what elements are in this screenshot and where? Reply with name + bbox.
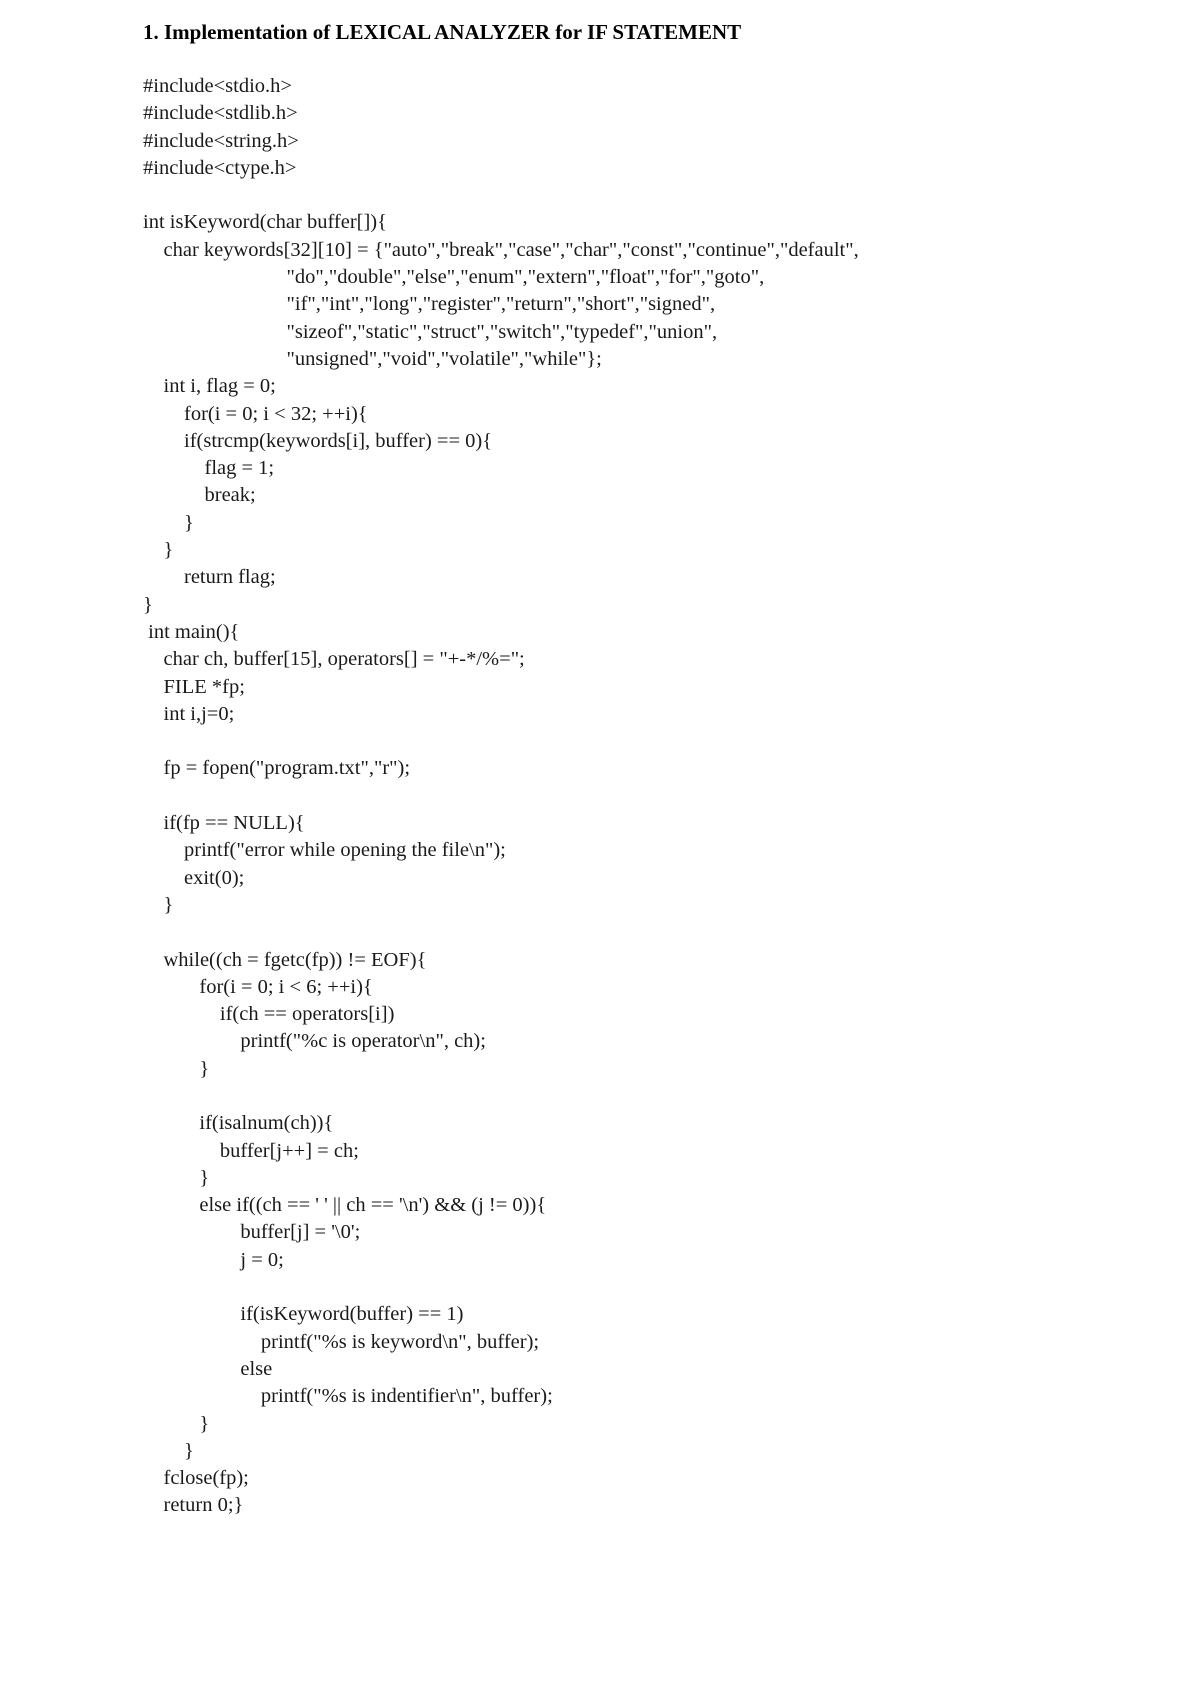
code-line: if(isKeyword(buffer) == 1) bbox=[143, 1303, 464, 1326]
code-block bbox=[143, 73, 859, 1520]
code-line: } bbox=[143, 1166, 210, 1189]
code-line: int main(){ bbox=[143, 620, 240, 643]
code-line: printf("error while opening the file\n"); bbox=[143, 839, 506, 862]
code-line bbox=[143, 1083, 859, 1110]
code-line: for(i = 0; i < 6; ++i){ bbox=[143, 975, 373, 998]
code-line: j = 0; bbox=[143, 1248, 284, 1271]
code-line bbox=[143, 182, 859, 209]
code-line: } bbox=[143, 1412, 210, 1435]
code-line: "sizeof","static","struct","switch","typedef","union", bbox=[143, 320, 718, 343]
code-line: #include<ctype.h> bbox=[143, 156, 297, 179]
code-line: int isKeyword(char buffer[]){ bbox=[143, 211, 387, 234]
code-line: buffer[j++] = ch; bbox=[143, 1139, 359, 1162]
code-line bbox=[143, 728, 859, 755]
code-line: #include<stdio.h> bbox=[143, 75, 292, 97]
code-line: #include<string.h> bbox=[143, 129, 299, 152]
code-line bbox=[143, 783, 859, 810]
code-line: "if","int","long","register","return","short","signed", bbox=[143, 293, 716, 316]
code-line: "unsigned","void","volatile","while"}; bbox=[143, 347, 602, 370]
code-line: if(fp == NULL){ bbox=[143, 812, 305, 835]
code-line: return 0;} bbox=[143, 1494, 244, 1517]
code-line: printf("%s is indentifier\n", buffer); bbox=[143, 1385, 553, 1408]
code-line: } bbox=[143, 1057, 210, 1080]
code-line: if(isalnum(ch)){ bbox=[143, 1112, 334, 1135]
code-line: buffer[j] = '\0'; bbox=[143, 1221, 361, 1244]
code-line: } bbox=[143, 1439, 194, 1462]
code-line: } bbox=[143, 511, 194, 534]
code-line: exit(0); bbox=[143, 866, 245, 889]
code-line: printf("%s is keyword\n", buffer); bbox=[143, 1330, 540, 1353]
code-line bbox=[143, 919, 859, 946]
code-line: } bbox=[143, 893, 174, 916]
code-line: #include<stdlib.h> bbox=[143, 102, 298, 125]
code-line: char ch, buffer[15], operators[] = "+-*/%="; bbox=[143, 648, 525, 671]
code-line: else if((ch == ' ' || ch == '\n') && (j != 0)){ bbox=[143, 1194, 547, 1217]
code-line: int i,j=0; bbox=[143, 702, 235, 725]
code-line: flag = 1; bbox=[143, 457, 275, 480]
code-line: FILE *fp; bbox=[143, 675, 245, 698]
code-line: } bbox=[143, 539, 174, 562]
code-line: for(i = 0; i < 32; ++i){ bbox=[143, 402, 368, 425]
code-line: } bbox=[143, 593, 153, 616]
code-line: fp = fopen("program.txt","r"); bbox=[143, 757, 411, 780]
code-line: return flag; bbox=[143, 566, 276, 589]
code-line: if(ch == operators[i]) bbox=[143, 1003, 395, 1026]
code-line: break; bbox=[143, 484, 256, 507]
code-line: "do","double","else","enum","extern","float","for","goto", bbox=[143, 266, 765, 289]
code-line: fclose(fp); bbox=[143, 1467, 249, 1490]
code-line: char keywords[32][10] = {"auto","break","case","char","const","continue","default", bbox=[143, 238, 859, 261]
code-line bbox=[143, 1274, 859, 1301]
document-title: 1. Implementation of LEXICAL ANALYZER for IF STATEMENT bbox=[143, 20, 742, 44]
code-line: if(strcmp(keywords[i], buffer) == 0){ bbox=[143, 429, 493, 452]
code-line: else bbox=[143, 1357, 273, 1380]
code-line: int i, flag = 0; bbox=[143, 375, 276, 398]
code-line: printf("%c is operator\n", ch); bbox=[143, 1030, 486, 1053]
code-line: while((ch = fgetc(fp)) != EOF){ bbox=[143, 948, 427, 971]
